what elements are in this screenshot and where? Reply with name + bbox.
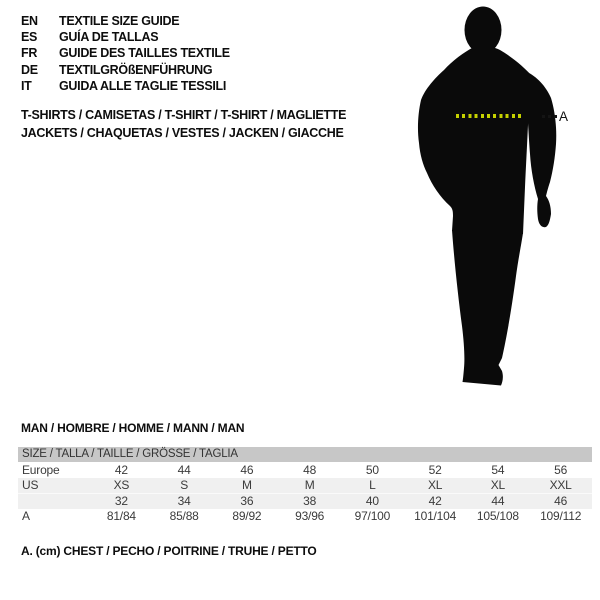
table-cell: XL (427, 478, 443, 493)
language-code: IT (21, 78, 32, 93)
table-cell: 46 (554, 494, 568, 509)
table-cell: 38 (303, 494, 317, 509)
table-cell: 97/100 (354, 509, 391, 524)
table-cell: 56 (554, 462, 568, 477)
measure-leader-line (542, 115, 558, 118)
table-cell: 109/112 (540, 509, 582, 524)
man-silhouette-figure (410, 5, 562, 389)
language-row (21, 62, 230, 78)
silhouette-torso (418, 46, 534, 234)
category-list (21, 107, 346, 142)
language-label: GUIDE DES TAILLES TEXTILE (59, 46, 230, 61)
table-cell: 46 (240, 462, 254, 477)
row-label: US (22, 478, 39, 493)
language-row (21, 13, 230, 29)
language-row (21, 45, 230, 61)
table-cell: 85/88 (169, 509, 199, 524)
language-code: DE (21, 62, 38, 77)
table-cell: 93/96 (295, 509, 325, 524)
table-cell: XL (490, 478, 506, 493)
language-label: GUIDA ALLE TAGLIE TESSILI (59, 78, 227, 93)
table-cell: 34 (177, 494, 191, 509)
table-row-chest-a (18, 509, 592, 525)
measure-label-a: A (559, 109, 569, 124)
language-label: TEXTILGRÖßENFÜHRUNG (59, 62, 213, 77)
language-row (21, 78, 230, 94)
table-cell: 40 (365, 494, 379, 509)
table-cell: XXL (549, 478, 572, 493)
size-table (18, 447, 592, 524)
language-label: GUÍA DE TALLAS (59, 30, 159, 45)
table-cell: 81/84 (106, 509, 136, 524)
language-code: EN (21, 14, 38, 28)
language-code: FR (21, 46, 38, 61)
table-row-us (18, 478, 592, 494)
table-cell: 48 (303, 462, 317, 477)
table-cell: 105/108 (476, 509, 519, 524)
size-table-header: SIZE / TALLA / TAILLE / GRÖSSE / TAGLIA (18, 447, 592, 462)
section-title-man: MAN / HOMBRE / HOMME / MANN / MAN (21, 421, 245, 435)
table-cell: S (180, 478, 189, 493)
table-cell: 42 (428, 494, 442, 509)
table-cell: 32 (114, 494, 128, 509)
table-cell: 42 (114, 462, 128, 477)
table-cell: 89/92 (232, 509, 262, 524)
language-list (21, 13, 230, 94)
silhouette-right-arm (527, 72, 556, 227)
language-label: TEXTILE SIZE GUIDE (59, 14, 180, 28)
chest-footnote: A. (cm) CHEST / PECHO / POITRINE / TRUHE / PETTO (21, 544, 317, 558)
table-cell: 44 (177, 462, 191, 477)
table-cell: 44 (491, 494, 505, 509)
language-code: ES (21, 30, 38, 45)
table-row-europe (18, 462, 592, 478)
table-cell: XS (113, 478, 130, 493)
table-cell: M (304, 478, 315, 493)
table-cell: 101/104 (414, 509, 457, 524)
table-cell: 54 (491, 462, 505, 477)
table-cell: 36 (240, 494, 254, 509)
table-cell: M (241, 478, 252, 493)
category-jackets: JACKETS / CHAQUETAS / VESTES / JACKEN / GIACCHE (21, 125, 344, 140)
row-label: A (22, 509, 30, 524)
silhouette-legs (452, 230, 523, 386)
table-cell: L (369, 478, 376, 493)
row-label: Europe (22, 462, 60, 477)
category-tshirts: T-SHIRTS / CAMISETAS / T-SHIRT / T-SHIRT / MAGLIETTE (21, 108, 347, 122)
table-cell: 52 (428, 462, 442, 477)
language-row (21, 29, 230, 45)
table-row-numeric (18, 493, 592, 509)
table-cell: 50 (365, 462, 379, 477)
chest-measure-line (456, 114, 524, 118)
